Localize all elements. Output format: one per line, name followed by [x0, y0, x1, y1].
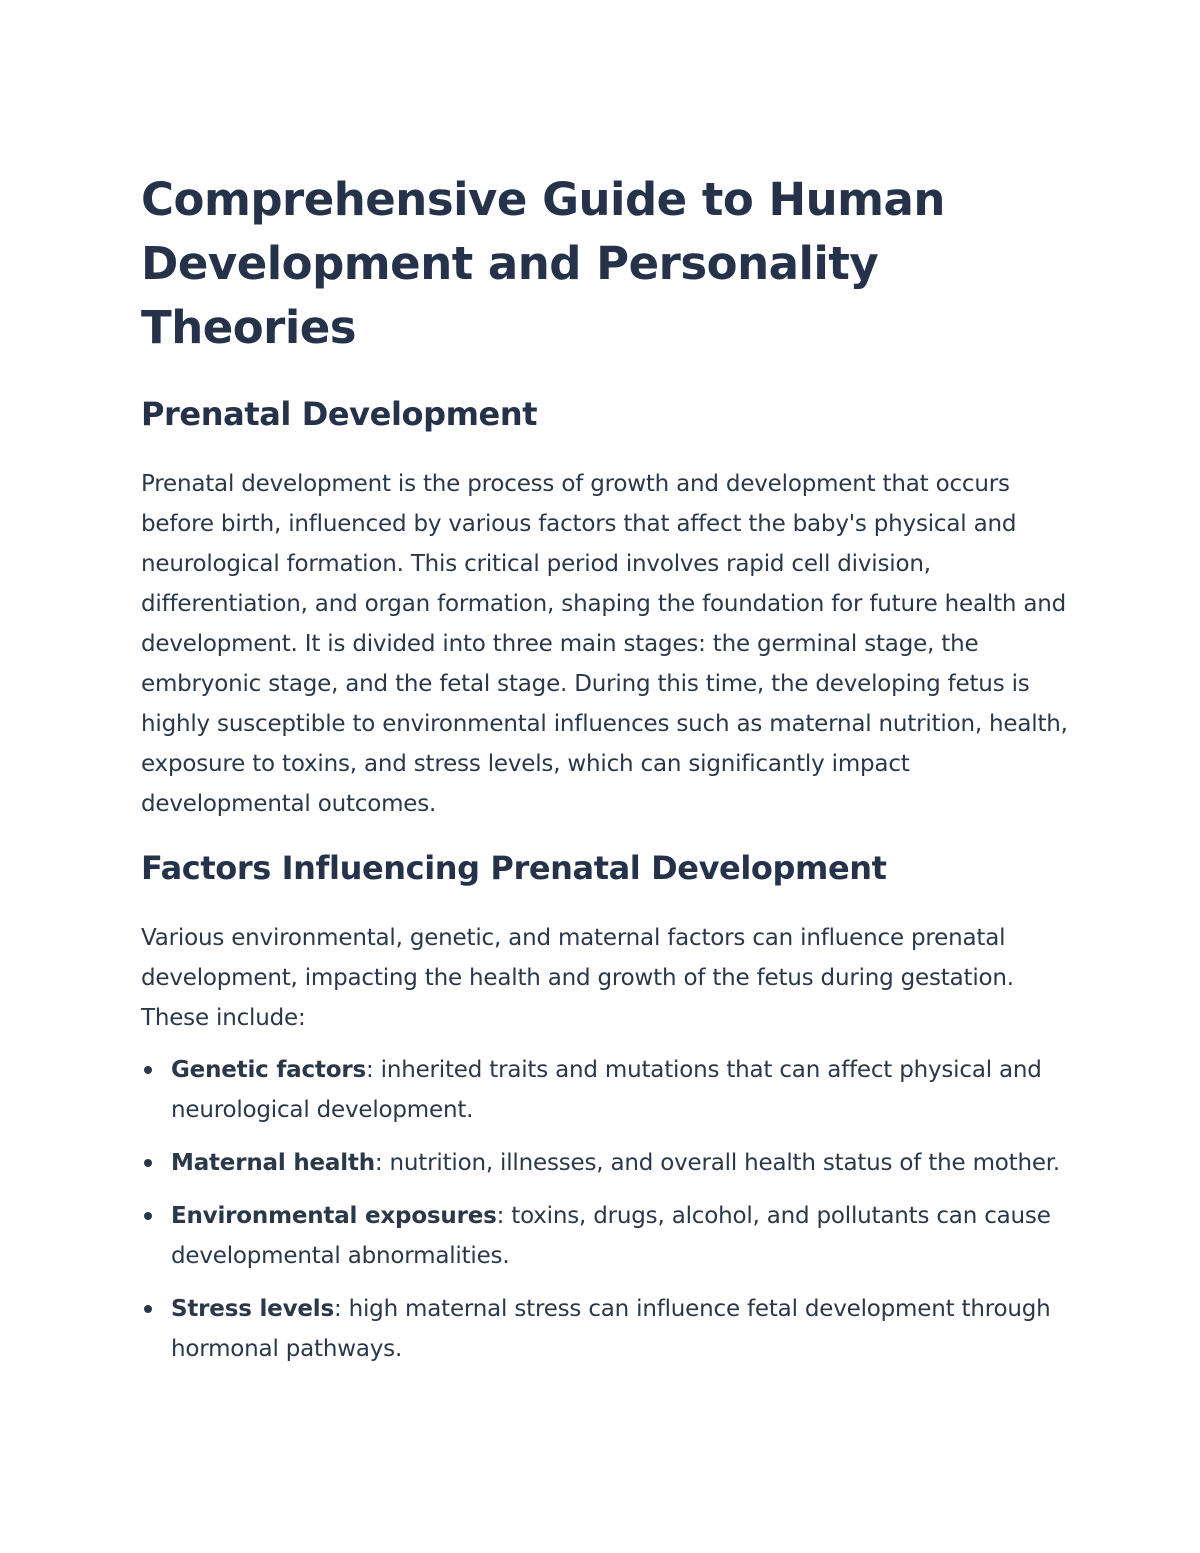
bullet-icon: [144, 1212, 152, 1220]
list-item-text: : inherited traits and mutations that can affect physical and neurological development.: [171, 1057, 1042, 1123]
bullet-icon: [144, 1159, 152, 1167]
section-paragraph-prenatal-development: Prenatal development is the process of growth and development that occurs before birth, influenced by various factors that affect the baby's physical and neurological formation. This critical period involves rapid cell division, differentiation, and organ formation, shaping the foundation for future health and development. It is divided into three main stages: the germinal stage, the embryonic stage, and the fetal stage. During this time, the developing fetus is highly susceptible to environmental influences such as maternal nutrition, health, exposure to toxins, and stress levels, which can significantly impact developmental outcomes.: [141, 471, 1068, 817]
list-item: [141, 1289, 1071, 1369]
document-title: Comprehensive Guide to Human Development and Personality Theories: [141, 173, 945, 354]
section-heading-factors: Factors Influencing Prenatal Development: [141, 849, 887, 887]
bullet-icon: [144, 1066, 152, 1074]
list-item-text: : nutrition, illnesses, and overall health status of the mother.: [374, 1150, 1061, 1176]
list-item-term: Stress levels: [171, 1296, 334, 1322]
list-item: [141, 1050, 1071, 1130]
bullet-icon: [144, 1305, 152, 1313]
document-page: [141, 168, 1071, 1382]
list-item-text: : toxins, drugs, alcohol, and pollutants can cause developmental abnormalities.: [171, 1203, 1051, 1269]
list-item-term: Genetic factors: [171, 1057, 366, 1083]
section-heading-prenatal-development: Prenatal Development: [141, 395, 538, 433]
list-item: [141, 1143, 1071, 1183]
section-paragraph-factors: Various environmental, genetic, and maternal factors can influence prenatal development, impacting the health and growth of the fetus during gestation. These include:: [141, 925, 1014, 1031]
list-item-text: : high maternal stress can influence fetal development through hormonal pathways.: [171, 1296, 1051, 1362]
list-item: [141, 1196, 1071, 1276]
factors-list: [141, 1050, 1071, 1369]
list-item-term: Environmental exposures: [171, 1203, 497, 1229]
list-item-term: Maternal health: [171, 1150, 375, 1176]
